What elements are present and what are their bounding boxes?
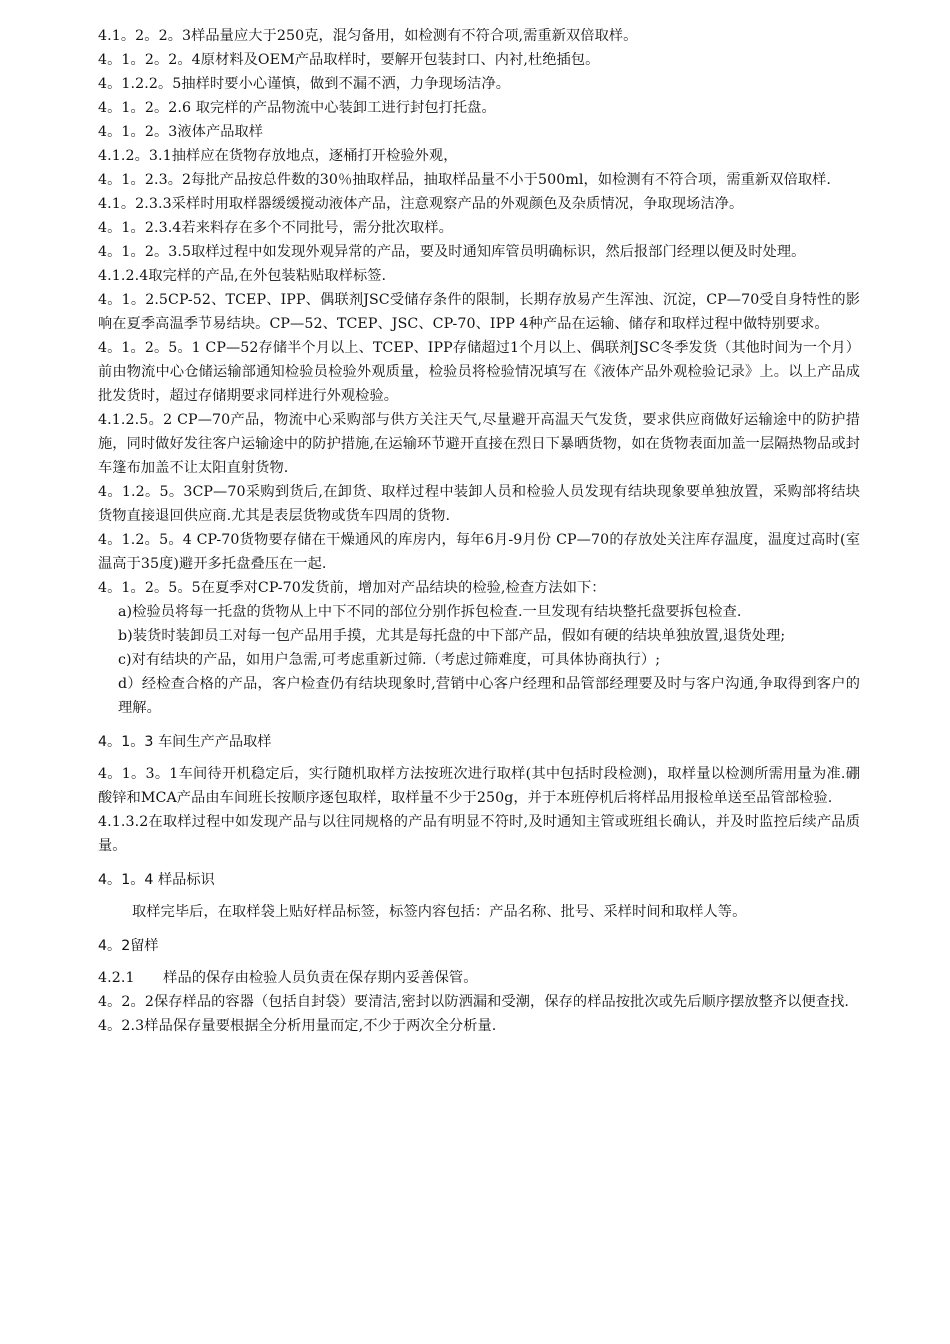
clause-4-1-2-5-3: 4。1.2。5。3CP—70采购到货后,在卸货、取样过程中装卸人员和检验人员发现有结块现象要单独放置，采购部将结块货物直接退回供应商.尤其是表层货物或货车四周的货物. bbox=[98, 484, 860, 524]
clause-4-1-2-3-5: 4。1。2。3.5取样过程中如发现外观异常的产品，要及时通知库管员明确标识，然后报部门经理以便及时处理。 bbox=[98, 244, 806, 260]
clause-4-1-2-3-3: 4.1。2.3.3采样时用取样器缓缓搅动液体产品，注意观察产品的外观颜色及杂质情况，争取现场洁净。 bbox=[98, 196, 744, 212]
sub-item-c: c)对有结块的产品，如用户急需,可考虑重新过筛.（考虑过筛难度，可具体协商执行）; bbox=[118, 652, 661, 668]
clause-4-2-3: 4。2.3样品保存量要根据全分析用量而定,不少于两次全分析量. bbox=[98, 1018, 497, 1034]
clause-4-1-2-2-6: 4。1。2。2.6 取完样的产品物流中心装卸工进行封包打托盘。 bbox=[98, 100, 496, 116]
clause-4-1-2-5-5: 4。1。2。5。5在夏季对CP-70发货前，增加对产品结块的检验,检查方法如下： bbox=[98, 580, 606, 596]
clause-4-1-2-3-title: 4。1。2。3液体产品取样 bbox=[98, 124, 264, 140]
section-heading-4-2: 4。2留样 bbox=[98, 938, 159, 954]
clause-4-2-1: 4.2.1 样品的保存由检验人员负责在保存期内妥善保管。 bbox=[98, 970, 478, 986]
section-heading-4-1-4: 4。1。4 样品标识 bbox=[98, 872, 215, 888]
section-heading-4-1-3: 4。1。3 车间生产产品取样 bbox=[98, 734, 272, 750]
sub-item-b: b)装货时装卸员工对每一包产品用手摸，尤其是每托盘的中下部产品，假如有硬的结块单独放置,退货处理; bbox=[118, 628, 786, 644]
clause-4-1-3-1: 4。1。3。1车间待开机稳定后，实行随机取样方法按班次进行取样(其中包括时段检测)，取样量以检测所需用量为准.硼酸锌和MCA产品由车间班长按顺序逐包取样，取样量不少于250g，并于本班停机后将样品用报检单送至品管部检验. bbox=[98, 766, 860, 806]
clause-4-1-2-3-1: 4.1.2。3.1抽样应在货物存放地点，逐桶打开检验外观， bbox=[98, 148, 458, 164]
sub-item-d: d）经检查合格的产品，客户检查仍有结块现象时,营销中心客户经理和品管部经理要及时与客户沟通,争取得到客户的理解。 bbox=[118, 676, 860, 716]
sample-label-text: 取样完毕后，在取样袋上贴好样品标签，标签内容包括：产品名称、批号、采样时间和取样人等。 bbox=[132, 904, 747, 920]
clause-4-1-3-2: 4.1.3.2在取样过程中如发现产品与以往同规格的产品有明显不符时,及时通知主管或班组长确认，并及时监控后续产品质量。 bbox=[98, 814, 860, 854]
clause-4-1-2-3-2: 4。1。2.3。2每批产品按总件数的30％抽取样品，抽取样品量不小于500ml，如检测有不符合项，需重新双倍取样. bbox=[98, 172, 832, 188]
clause-4-1-2-5: 4。1。2.5CP-52、TCEP、IPP、偶联剂JSC受储存条件的限制，长期存放易产生浑浊、沉淀，CP—70受自身特性的影响在夏季高温季节易结块。CP—52、TCEP、JSC、CP-70、IPP 4种产品在运输、储存和取样过程中做特别要求。 bbox=[98, 292, 860, 332]
clause-4-1-2-5-1: 4。1。2。5。1 CP—52存储半个月以上、TCEP、IPP存储超过1个月以上、偶联剂JSC冬季发货（其他时间为一个月）前由物流中心仓储运输部通知检验员检验外观质量，检验员将检验情况填写在《液体产品外观检验记录》上。以上产品成批发货时，超过存储期要求同样进行外观检验。 bbox=[98, 340, 860, 404]
clause-4-1-2-2-4: 4。1。2。2。4原材料及OEM产品取样时，要解开包装封口、内衬,杜绝插包。 bbox=[98, 52, 600, 68]
clause-4-1-2-2-5: 4。1.2.2。5抽样时要小心谨慎，做到不漏不洒，力争现场洁净。 bbox=[98, 76, 511, 92]
clause-4-1-2-3-4: 4。1。2.3.4若来料存在多个不同批号，需分批次取样。 bbox=[98, 220, 453, 236]
clause-4-1-2-2-3: 4.1。2。2。3样品量应大于250克，混匀备用，如检测有不符合项,需重新双倍取样。 bbox=[98, 28, 638, 44]
clause-4-1-2-5-4: 4。1.2。5。4 CP-70货物要存储在干燥通风的库房内，每年6月-9月份 CP—70的存放处关注库存温度，温度过高时(室温高于35度)避开多托盘叠压在一起. bbox=[98, 532, 860, 572]
sub-item-a: a)检验员将每一托盘的货物从上中下不同的部位分别作拆包检查.一旦发现有结块整托盘要拆包检查. bbox=[118, 604, 742, 620]
clause-4-2-2: 4。2。2保存样品的容器（包括自封袋）要清洁,密封以防洒漏和受潮，保存的样品按批次或先后顺序摆放整齐以便查找. bbox=[98, 994, 849, 1010]
clause-4-1-2-5-2: 4.1.2.5。2 CP—70产品，物流中心采购部与供方关注天气,尽量避开高温天气发货，要求供应商做好运输途中的防护措施，同时做好发往客户运输途中的防护措施,在运输环节避开直接在烈日下暴晒货物，如在货物表面加盖一层隔热物品或封车篷布加盖不让太阳直射货物. bbox=[98, 412, 860, 476]
clause-4-1-2-4: 4.1.2.4取完样的产品,在外包装粘贴取样标签. bbox=[98, 268, 387, 284]
